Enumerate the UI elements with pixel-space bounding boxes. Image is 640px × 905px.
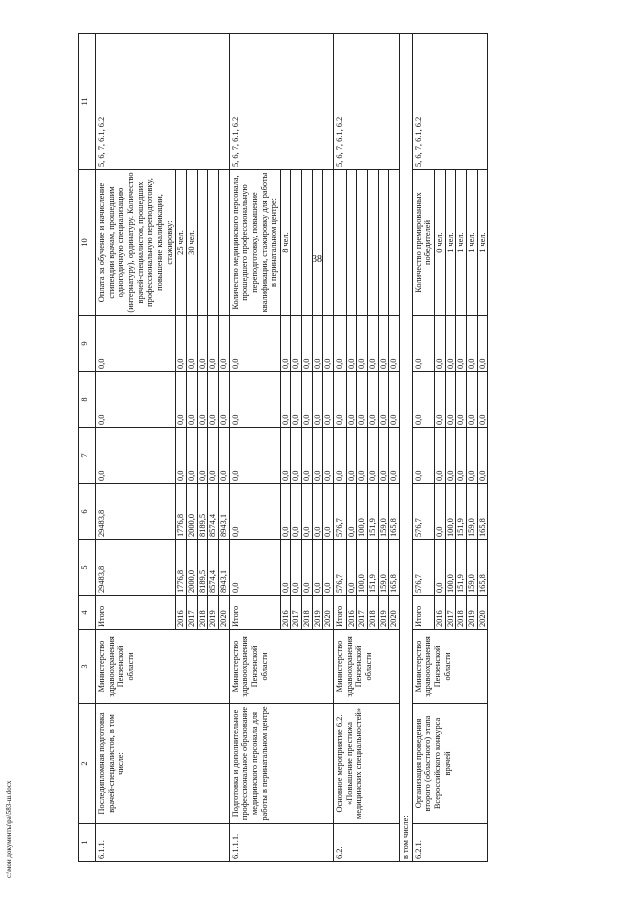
indicator-text [334,170,347,316]
total-cell: 0,0 [412,372,434,428]
amount-cell: 0,0 [389,372,400,428]
amount-cell: 0,0 [302,428,313,484]
amount-cell: 0,0 [176,316,187,372]
amount-cell: 0,0 [302,316,313,372]
amount-cell: 165,8 [477,484,488,540]
amount-cell: 1776,8 [176,484,187,540]
year-cell: 2020 [323,596,334,630]
table-row [96,34,176,862]
total-cell: 576,7 [412,540,434,596]
amount-cell: 0,0 [346,484,357,540]
amount-cell: 0,0 [477,372,488,428]
amount-cell: 0,0 [378,428,389,484]
total-cell: 0,0 [96,428,176,484]
indicator-value: 1 чел. [445,170,456,316]
amount-cell: 0,0 [280,428,291,484]
amount-cell: 0,0 [445,316,456,372]
indicator-value [389,170,400,316]
amount-cell: 0,0 [466,428,477,484]
amount-cell: 0,0 [302,540,313,596]
indicator-value [368,170,379,316]
amount-cell: 8189,5 [197,540,208,596]
year-cell: 2016 [435,596,446,630]
amount-cell: 0,0 [176,428,187,484]
amount-cell: 0,0 [357,428,368,484]
indicator-value: 30 чел. [186,170,197,316]
amount-cell: 165,8 [389,540,400,596]
amount-cell: 8574,4 [208,484,219,540]
amount-cell: 8574,4 [208,540,219,596]
col-header: 4 [79,596,96,630]
total-cell: Итого [229,596,280,630]
year-cell: 2018 [456,596,467,630]
amount-cell: 0,0 [312,428,323,484]
total-cell: 0,0 [229,484,280,540]
total-cell: 0,0 [334,316,347,372]
col-header: 5 [79,540,96,596]
amount-cell: 0,0 [302,372,313,428]
amount-cell: 0,0 [323,428,334,484]
amount-cell: 0,0 [208,372,219,428]
total-cell: 0,0 [229,540,280,596]
amount-cell: 0,0 [323,540,334,596]
amount-cell: 0,0 [312,372,323,428]
amount-cell: 0,0 [346,540,357,596]
indicator-value [197,170,208,316]
indicator-value [208,170,219,316]
year-cell: 2019 [312,596,323,630]
total-cell: 29483,8 [96,484,176,540]
col-header: 1 [79,824,96,862]
total-cell: 576,7 [412,484,434,540]
amount-cell: 159,0 [466,540,477,596]
item-name: Последипломная подготовка врачей-специалистов, в том числе: [96,704,230,824]
amount-cell: 0,0 [280,484,291,540]
total-cell: 0,0 [412,316,434,372]
amount-cell: 0,0 [456,428,467,484]
file-path-footer: c:\мои документы\ра\583-ш.docx [5,780,13,878]
indicator-value [302,170,313,316]
amount-cell: 0,0 [466,372,477,428]
col-header: 8 [79,372,96,428]
table-body [96,34,488,862]
responsible-executor: Министерство здравоохранения Пензенской области [412,630,488,704]
year-cell: 2020 [218,596,229,630]
item-number: 6.2. [334,824,400,862]
year-cell: 2018 [368,596,379,630]
total-cell: Итого [412,596,434,630]
indicator-value: 1 чел. [477,170,488,316]
amount-cell: 0,0 [346,372,357,428]
amount-cell: 0,0 [323,372,334,428]
indicator-value [378,170,389,316]
total-cell: 0,0 [229,428,280,484]
year-cell: 2016 [280,596,291,630]
indicator-value: 1 чел. [456,170,467,316]
amount-cell: 159,0 [378,540,389,596]
program-table [78,33,488,862]
amount-cell: 0,0 [291,316,302,372]
amount-cell: 100,0 [445,484,456,540]
total-cell: 0,0 [96,316,176,372]
total-cell: Итого [96,596,176,630]
amount-cell: 0,0 [466,316,477,372]
indicator-text: Оплата за обучение и начисление стипендии врачам, прошедшим одногодичную специализацию (интернатуру), ординатуру. Количество врачей-специалистов, прошедших профессиональную переподготовку, повышение квалификации, стажировку: [96,170,176,316]
amount-cell: 0,0 [218,428,229,484]
amount-cell: 0,0 [197,428,208,484]
table-row [334,34,347,862]
total-cell: Итого [334,596,347,630]
amount-cell: 0,0 [280,316,291,372]
amount-cell: 0,0 [312,484,323,540]
amount-cell: 2000,0 [186,540,197,596]
amount-cell: 100,0 [357,484,368,540]
task-refs: 5, 6, 7, 6.1, 6.2 [96,34,230,170]
amount-cell: 0,0 [357,372,368,428]
amount-cell: 0,0 [435,316,446,372]
col-header: 2 [79,704,96,824]
total-cell: 0,0 [96,372,176,428]
amount-cell: 0,0 [312,540,323,596]
amount-cell: 1776,8 [176,540,187,596]
amount-cell: 0,0 [280,372,291,428]
amount-cell: 8943,1 [218,484,229,540]
amount-cell: 151,9 [368,484,379,540]
amount-cell: 0,0 [435,428,446,484]
amount-cell: 0,0 [208,428,219,484]
amount-cell: 0,0 [346,428,357,484]
amount-cell: 0,0 [477,428,488,484]
year-cell: 2018 [197,596,208,630]
year-cell: 2019 [208,596,219,630]
col-header: 10 [79,170,96,316]
amount-cell: 0,0 [445,372,456,428]
amount-cell: 0,0 [456,372,467,428]
total-cell: 0,0 [229,372,280,428]
total-cell: 576,7 [334,484,347,540]
table-row [229,34,280,862]
amount-cell: 0,0 [389,428,400,484]
amount-cell: 165,8 [477,540,488,596]
indicator-value: 25 чел. [176,170,187,316]
col-header: 11 [79,34,96,170]
total-cell: 0,0 [412,428,434,484]
item-name: Организация проведения второго (областного) этапа Всероссийского конкурса врачей [412,704,488,824]
indicator-value [323,170,334,316]
amount-cell: 0,0 [323,316,334,372]
amount-cell: 0,0 [435,372,446,428]
amount-cell: 2000,0 [186,484,197,540]
year-cell: 2016 [346,596,357,630]
item-name: Основное мероприятие 6.2. «Повышение престижа медицинских специальностей» [334,704,400,824]
item-number: 6.1.1.1. [229,824,334,862]
item-number: 6.2.1. [412,824,488,862]
amount-cell: 0,0 [302,484,313,540]
total-cell: 576,7 [334,540,347,596]
amount-cell: 0,0 [477,316,488,372]
responsible-executor: Министерство здравоохранения Пензенской области [229,630,334,704]
year-cell: 2016 [176,596,187,630]
year-cell: 2017 [186,596,197,630]
amount-cell: 100,0 [357,540,368,596]
amount-cell: 8943,1 [218,540,229,596]
total-cell: 0,0 [334,428,347,484]
task-refs: 5, 6, 7, 6.1, 6.2 [229,34,334,170]
year-cell: 2020 [477,596,488,630]
amount-cell: 0,0 [208,316,219,372]
amount-cell: 165,8 [389,484,400,540]
total-cell: 0,0 [229,316,280,372]
amount-cell: 0,0 [176,372,187,428]
item-name: Подготовка и дополнительное профессиональное образование медицинского персонала для работы в перинатальном центре [229,704,334,824]
amount-cell: 0,0 [280,540,291,596]
year-cell: 2018 [302,596,313,630]
item-number: 6.1.1. [96,824,230,862]
amount-cell: 151,9 [456,484,467,540]
year-cell: 2019 [378,596,389,630]
page-number: 38 [312,254,322,265]
col-header: 3 [79,630,96,704]
year-cell: 2017 [445,596,456,630]
year-cell: 2020 [389,596,400,630]
indicator-text: Количество медицинского персонала, прошедшего профессиональную переподготовку, повышение квалификации, стажировку для работы в перинатальном центре: [229,170,280,316]
indicator-value: 0 чел. [435,170,446,316]
amount-cell: 0,0 [389,316,400,372]
responsible-executor: Министерство здравоохранения Пензенской области [96,630,230,704]
amount-cell: 0,0 [445,428,456,484]
amount-cell: 100,0 [445,540,456,596]
amount-cell: 0,0 [218,316,229,372]
amount-cell: 0,0 [291,372,302,428]
amount-cell: 159,0 [466,484,477,540]
amount-cell: 0,0 [218,372,229,428]
year-cell: 2019 [466,596,477,630]
amount-cell: 0,0 [357,316,368,372]
indicator-value [291,170,302,316]
amount-cell: 0,0 [291,484,302,540]
indicator-value [312,170,323,316]
section-label-row [400,34,413,862]
amount-cell: 0,0 [456,316,467,372]
year-cell: 2017 [291,596,302,630]
amount-cell: 0,0 [323,484,334,540]
amount-cell: 0,0 [368,428,379,484]
amount-cell: 0,0 [312,316,323,372]
amount-cell: 0,0 [378,316,389,372]
amount-cell: 0,0 [186,372,197,428]
amount-cell: 0,0 [291,540,302,596]
amount-cell: 159,0 [378,484,389,540]
task-refs: 5, 6, 7, 6.1, 6.2 [412,34,488,170]
amount-cell: 0,0 [197,372,208,428]
amount-cell: 0,0 [197,316,208,372]
indicator-value [357,170,368,316]
amount-cell: 151,9 [456,540,467,596]
amount-cell: 8189,5 [197,484,208,540]
amount-cell: 0,0 [346,316,357,372]
header-row [79,34,96,862]
rotated-table-container [78,34,558,862]
total-cell: 0,0 [334,372,347,428]
amount-cell: 0,0 [186,428,197,484]
indicator-value [346,170,357,316]
amount-cell: 0,0 [291,428,302,484]
task-refs: 5, 6, 7, 6.1, 6.2 [334,34,400,170]
indicator-value: 8 чел. [280,170,291,316]
indicator-value: 1 чел. [466,170,477,316]
col-header: 9 [79,316,96,372]
amount-cell: 0,0 [435,484,446,540]
amount-cell: 151,9 [368,540,379,596]
section-label: в том числе: [400,34,413,862]
table-row [412,34,434,862]
indicator-value [218,170,229,316]
amount-cell: 0,0 [378,372,389,428]
responsible-executor: Министерство здравоохранения Пензенской области [334,630,400,704]
total-cell: 29483,8 [96,540,176,596]
indicator-text: Количество премированных победителей [412,170,434,316]
col-header: 6 [79,484,96,540]
amount-cell: 0,0 [435,540,446,596]
amount-cell: 0,0 [186,316,197,372]
amount-cell: 0,0 [368,372,379,428]
amount-cell: 0,0 [368,316,379,372]
year-cell: 2017 [357,596,368,630]
col-header: 7 [79,428,96,484]
